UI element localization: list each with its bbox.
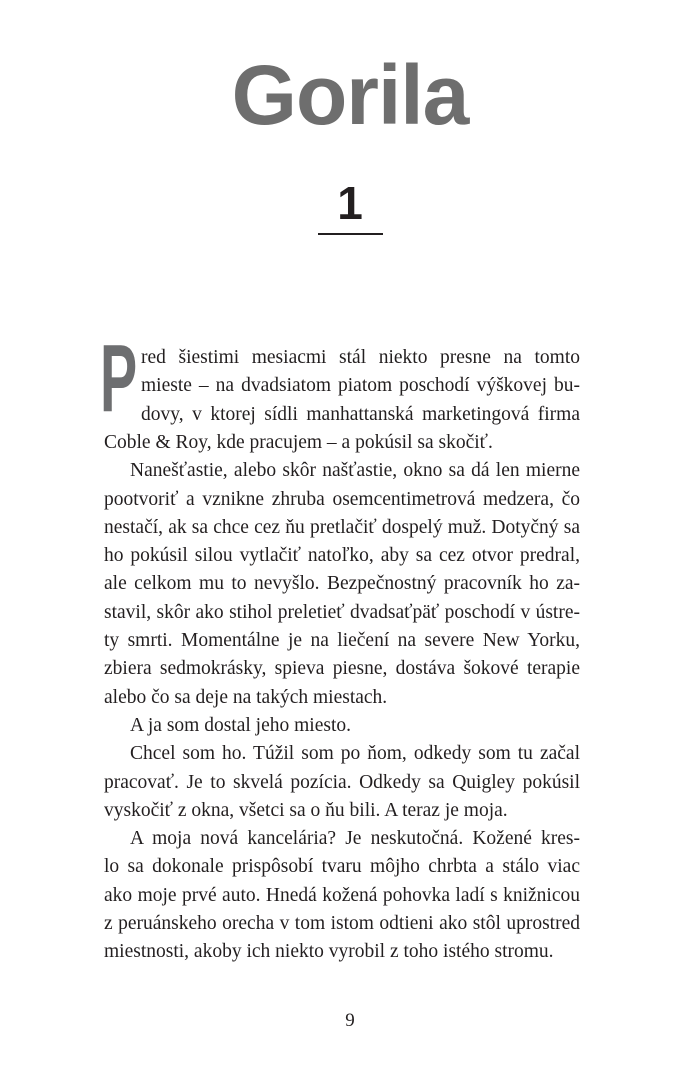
drop-cap: P [100,331,138,427]
text-line: red šiestimi mesiacmi stál niekto presne na tomto [141,347,580,368]
text-line: z peruánskeho orecha v tom istom odtieni ako stôl uprostred [104,913,580,934]
text-line: ale celkom mu to nevyšlo. Bezpečnostný pracovník ho za- [104,573,580,595]
text-line: ty smrti. Momentálne je na liečení na severe New Yorku, [104,630,580,651]
text-line: vyskočiť z okna, všetci sa o ňu bili. A teraz je moja. [104,799,508,821]
chapter-rule [318,233,383,235]
text-line: dovy, v ktorej sídli manhattanská marketingová firma [141,403,580,425]
text-line: Chcel som ho. Túžil som po ňom, odkedy som tu začal [130,743,580,765]
text-line: pootvoriť a vznikne zhruba osemcentimetrová medzera, čo [104,488,580,510]
text-line: mieste – na dvadsiatom piatom poschodí výškovej bu- [141,375,580,397]
text-line: ho pokúsil silou vytlačiť natoľko, aby sa cez otvor predral, [104,545,580,567]
text-line: ako moje prvé auto. Hnedá kožená pohovka ladí s knižnicou [104,884,580,906]
publisher-watermark: Gorila [231,48,469,142]
text-line: stavil, skôr ako stihol preletieť dvadsaťpäť poschodí v ústre- [104,601,580,623]
text-line: nestačí, ak sa chce cez ňu pretlačiť dospelý muž. Dotyčný sa [104,516,580,538]
text-line: lo sa dokonale prispôsobí tvaru môjho chrbta a stálo viac [104,856,580,878]
text-line: zbiera sedmokrásky, spieva piesne, dostáva šokové terapie [104,658,580,680]
text-line: A ja som dostal jeho miesto. [130,714,351,736]
page-number: 9 [345,1010,355,1031]
text-line: miestnosti, akoby ich niekto vyrobil z toho istého stromu. [104,941,554,963]
text-line: Nanešťastie, alebo skôr našťastie, okno sa dá len mierne [130,460,580,482]
text-line: Coble & Roy, kde pracujem – a pokúsil sa skočiť. [104,431,493,453]
text-line: alebo čo sa deje na takých miestach. [104,686,388,708]
text-line: pracovať. Je to skvelá pozícia. Odkedy sa Quigley pokúsil [104,771,580,793]
text-line: A moja nová kancelária? Je neskutočná. Kožené kres- [130,828,580,850]
chapter-number: 1 [337,177,363,229]
